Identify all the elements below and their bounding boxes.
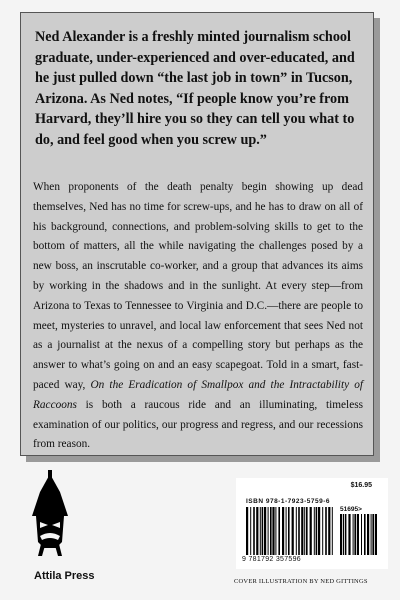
price-box (236, 478, 388, 496)
addon-barcode-bars (340, 514, 378, 555)
book-title: On the Eradication of Smallpox and the Intractability of Raccoons (33, 378, 363, 411)
body-text-part-2: is both a raucous ride and an illuminating, timeless examination of our politics, our progress and regress, and our recessions from reason. (33, 398, 363, 451)
barcode-bars (246, 507, 334, 555)
barcode-box (236, 496, 388, 569)
attila-helmet-logo-icon (26, 470, 74, 564)
publisher-name: Attila Press (34, 570, 95, 582)
body-text-part-1: When proponents of the death penalty begin showing up dead themselves, Ned has no time for screw-ups, and he has to draw on all of his background, connections, and problem-solving skills to get to the bottom of matters, all the while navigating the challenges posed by a new boss, an inscrutable co-worker, and a group that advances its aims by working in the shadows and in the sunlight. At every step—from Arizona to Texas to Tennessee to Virginia and D.C.—there are people to meet, mysteries to unravel, and local law enforcement that sees Ned not as a journalist at the nexus of a compelling story but perhaps as the answer to what’s going on and an easy scapegoat. Told in a smart, fast-paced way, (33, 181, 363, 391)
body-paragraph (33, 178, 363, 455)
lead-paragraph: Ned Alexander is a freshly minted journalism school graduate, under-experienced and over-educated, and he just pulled down “the last job in town” in Tucson, Arizona. As Ned notes, “If people know you’re from Harvard, they’ll hire you so they can tell you what to do, and feel good when you screw up.” (35, 29, 355, 148)
price-label: $16.95 (350, 482, 372, 489)
addon-code: 51695> (340, 506, 362, 513)
isbn-label: ISBN 978-1-7923-5759-6 (246, 498, 330, 505)
barcode-digits: 9 781792 357596 (242, 556, 301, 563)
blurb-panel (20, 12, 374, 456)
cover-credit: COVER ILLUSTRATION BY NED GITTINGS (234, 578, 368, 585)
